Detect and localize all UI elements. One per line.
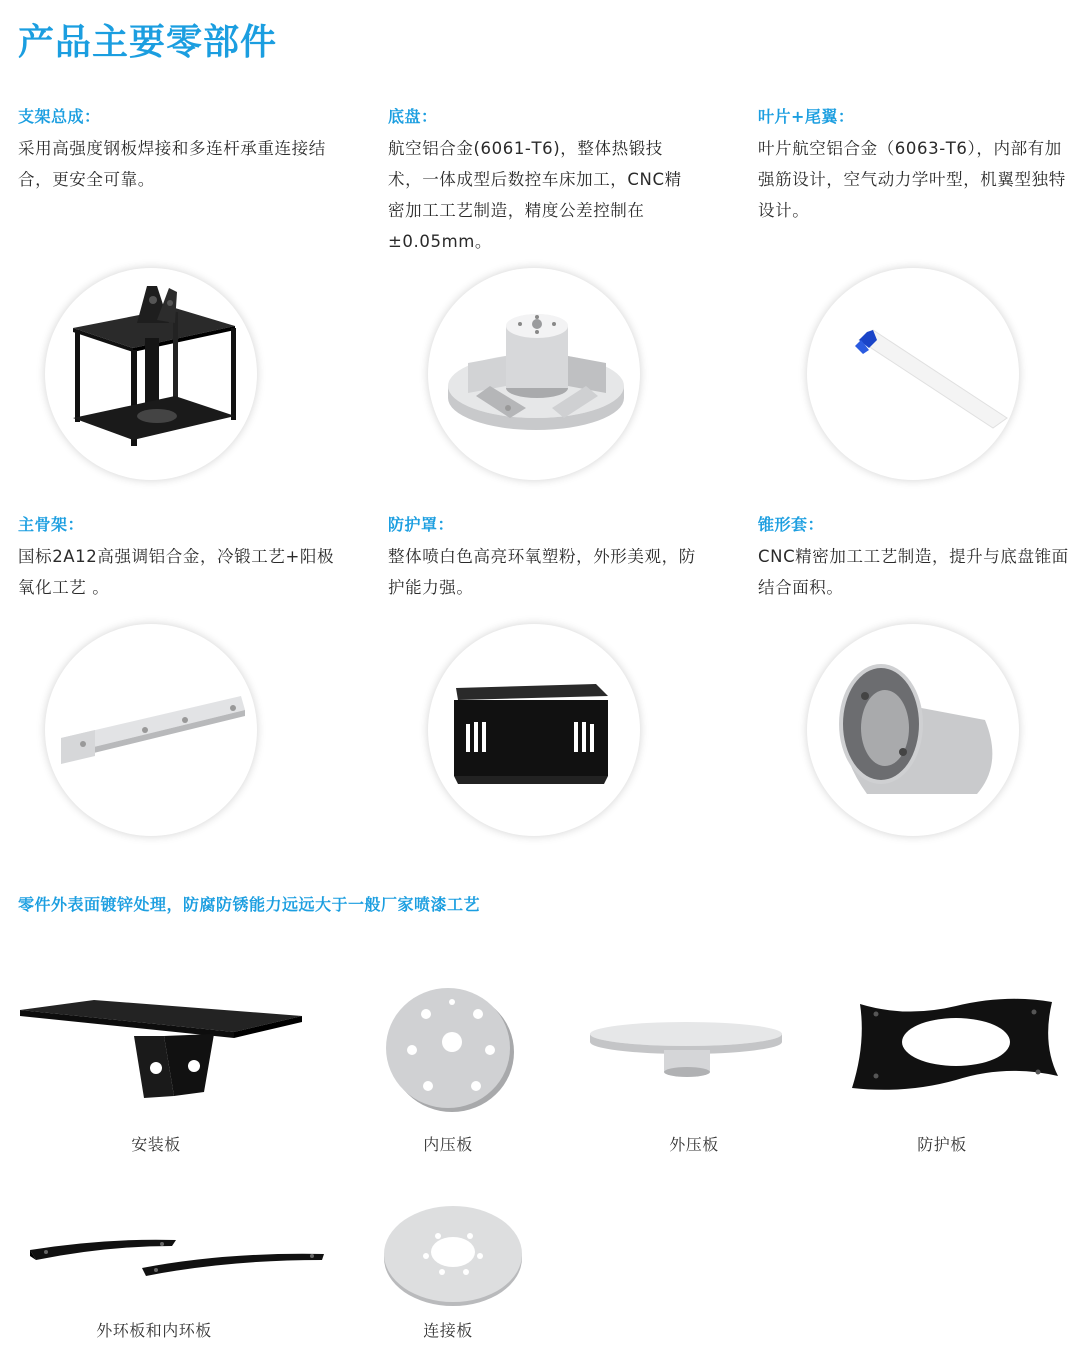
page-title: 产品主要零部件 — [18, 22, 278, 63]
component-desc: 航空铝合金(6061-T6)，整体热锻技术，一体成型后数控车床加工，CNC精密加工工艺制造，精度公差控制在±0.05mm。 — [388, 139, 682, 251]
blade-image — [807, 268, 1019, 480]
part-label: 外环板和内环板 — [96, 1321, 212, 1340]
outer-pressure-plate-image — [588, 1020, 784, 1082]
mounting-plate-image — [14, 996, 306, 1104]
component-title: 支架总成： — [18, 107, 101, 126]
component-card-bracket — [18, 104, 338, 195]
part-label: 安装板 — [131, 1135, 181, 1154]
component-desc: 叶片航空铝合金（6063-T6），内部有加强筋设计，空气动力学叶型，机翼型独特设计。 — [758, 139, 1066, 220]
inner-pressure-plate-image — [382, 984, 518, 1114]
part-label: 连接板 — [423, 1321, 473, 1340]
component-title: 主骨架： — [18, 515, 85, 534]
component-title: 防护罩： — [388, 515, 455, 534]
component-desc: 国标2A12高强调铝合金，冷锻工艺+阳极氧化工艺 。 — [18, 547, 335, 597]
connecting-plate-image — [382, 1200, 524, 1308]
component-title: 底盘： — [388, 107, 438, 126]
part-label: 外压板 — [669, 1135, 719, 1154]
component-title: 锥形套： — [758, 515, 825, 534]
component-card-blade — [758, 104, 1078, 226]
main-frame-image — [45, 624, 257, 836]
component-card-cone-sleeve — [758, 512, 1078, 603]
part-label: 防护板 — [917, 1135, 967, 1154]
part-label: 内压板 — [423, 1135, 473, 1154]
chassis-image — [428, 268, 640, 480]
protective-plate-image — [846, 994, 1068, 1096]
component-card-cover — [388, 512, 708, 603]
component-desc: CNC精密加工工艺制造，提升与底盘锥面结合面积。 — [758, 547, 1069, 597]
cover-image — [428, 624, 640, 836]
component-card-chassis — [388, 104, 708, 257]
component-desc: 整体喷白色高亮环氧塑粉，外形美观，防护能力强。 — [388, 547, 696, 597]
component-title: 叶片+尾翼： — [758, 107, 855, 126]
cone-sleeve-image — [807, 624, 1019, 836]
galvanized-note: 零件外表面镀锌处理，防腐防锈能力远远大于一般厂家喷漆工艺 — [18, 895, 481, 914]
outer-inner-ring-plates-image — [26, 1234, 328, 1284]
bracket-assembly-image — [45, 268, 257, 480]
component-desc: 采用高强度钢板焊接和多连杆承重连接结合，更安全可靠。 — [18, 139, 326, 189]
component-card-main-frame — [18, 512, 338, 603]
